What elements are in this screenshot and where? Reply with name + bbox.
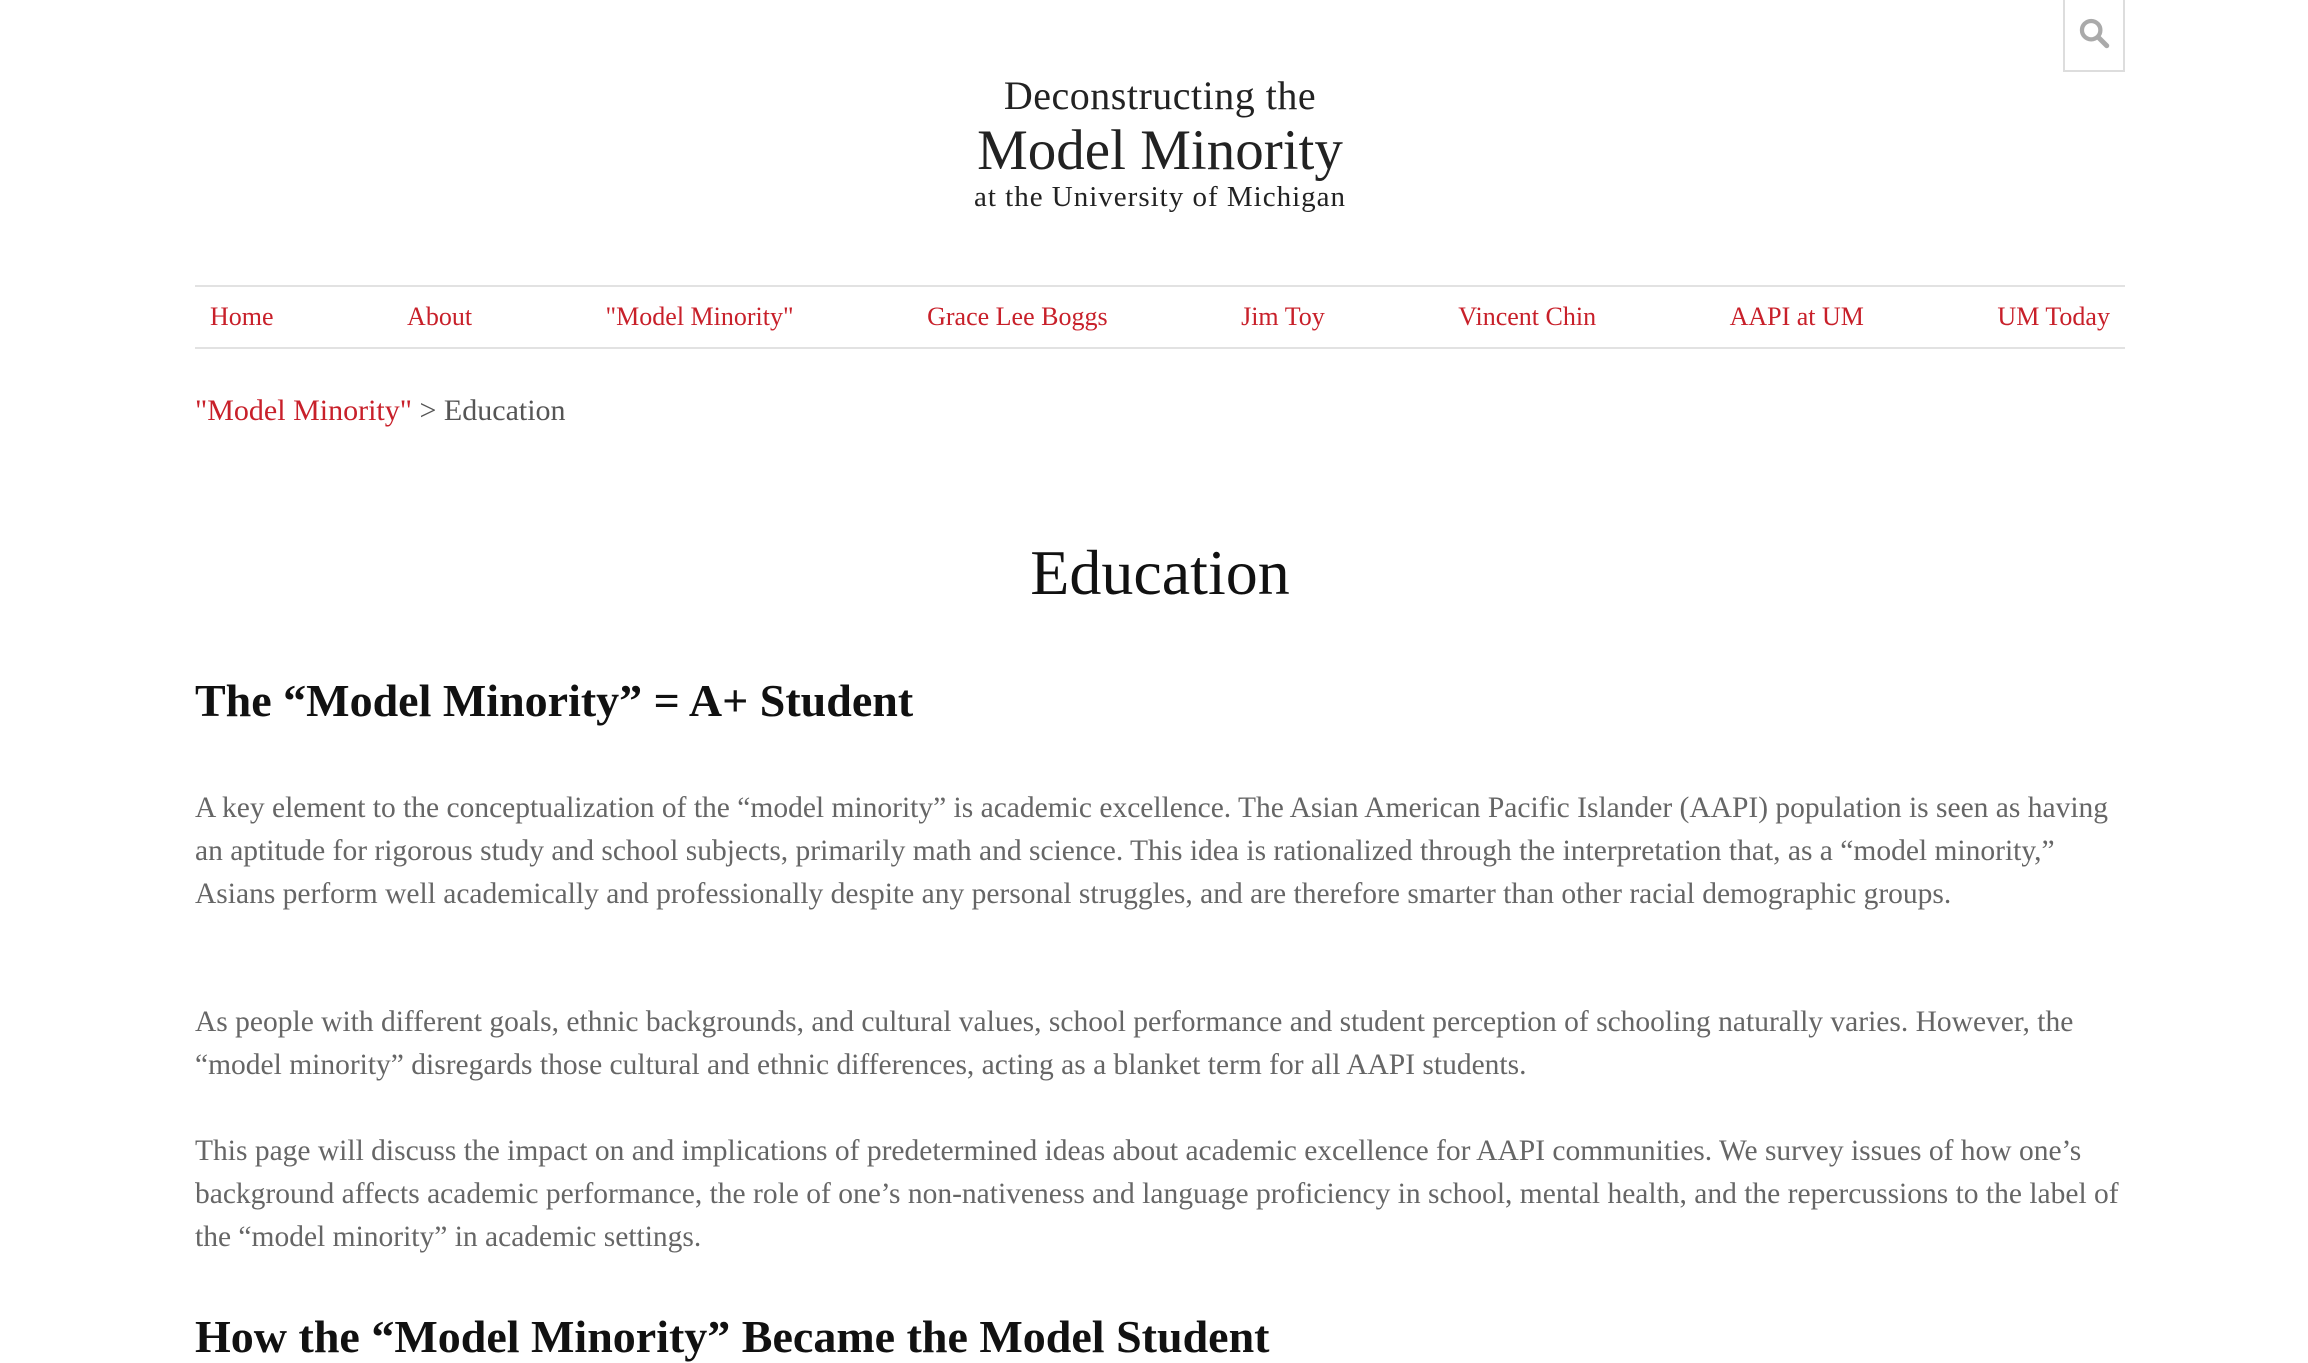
site-logo[interactable]	[0, 73, 2308, 213]
search-icon	[2077, 16, 2111, 55]
logo-line-2: Model Minority	[977, 119, 1343, 182]
logo-line-1: Deconstructing the	[1003, 73, 1317, 118]
section-heading-model-minority-student: The “Model Minority” = A+ Student	[195, 675, 914, 726]
nav-about[interactable]: About	[407, 302, 473, 331]
breadcrumb-separator: >	[412, 394, 444, 427]
main-nav	[195, 285, 2125, 349]
breadcrumb-current: Education	[443, 394, 566, 427]
breadcrumb-parent-link[interactable]: "Model Minority"	[195, 394, 412, 427]
logo-line-3: at the University of Michigan	[973, 181, 1347, 213]
intro-paragraph-2: As people with different goals, ethnic backgrounds, and cultural values, school performance and student perception of schooling naturally varies. However, the “model minority” disregards those cultural and ethnic differences, acting as a blanket term for all AAPI students.	[195, 1006, 2074, 1081]
breadcrumb	[195, 394, 566, 428]
section-heading-how-became-model-student: How the “Model Minority” Became the Model Student	[195, 1311, 1270, 1362]
intro-paragraph-3: This page will discuss the impact on and implications of predetermined ideas about academic excellence for AAPI communities. We survey issues of how one’s background affects academic performance, the role of one’s non-nativeness and language proficiency in school, mental health, and the repercussions to the label of the “model minority” in academic settings.	[195, 1135, 2119, 1253]
nav-model-minority[interactable]: "Model Minority"	[605, 302, 794, 331]
nav-aapi-at-um[interactable]: AAPI at UM	[1729, 302, 1864, 331]
nav-grace-lee-boggs[interactable]: Grace Lee Boggs	[927, 302, 1108, 331]
nav-home[interactable]: Home	[210, 302, 274, 331]
search-button[interactable]	[2063, 0, 2125, 72]
intro-paragraph-1: A key element to the conceptualization of the “model minority” is academic excellence. The Asian American Pacific Islander (AAPI) population is seen as having an aptitude for rigorous study and school subjects, primarily math and science. This idea is rationalized through the interpretation that, as a “model minority,” Asians perform well academically and professionally despite any personal struggles, and are therefore smarter than other racial demographic groups.	[195, 792, 2109, 910]
nav-um-today[interactable]: UM Today	[1997, 302, 2110, 331]
page-title: Education	[1030, 537, 1290, 608]
nav-jim-toy[interactable]: Jim Toy	[1241, 302, 1325, 331]
nav-vincent-chin[interactable]: Vincent Chin	[1458, 302, 1597, 331]
